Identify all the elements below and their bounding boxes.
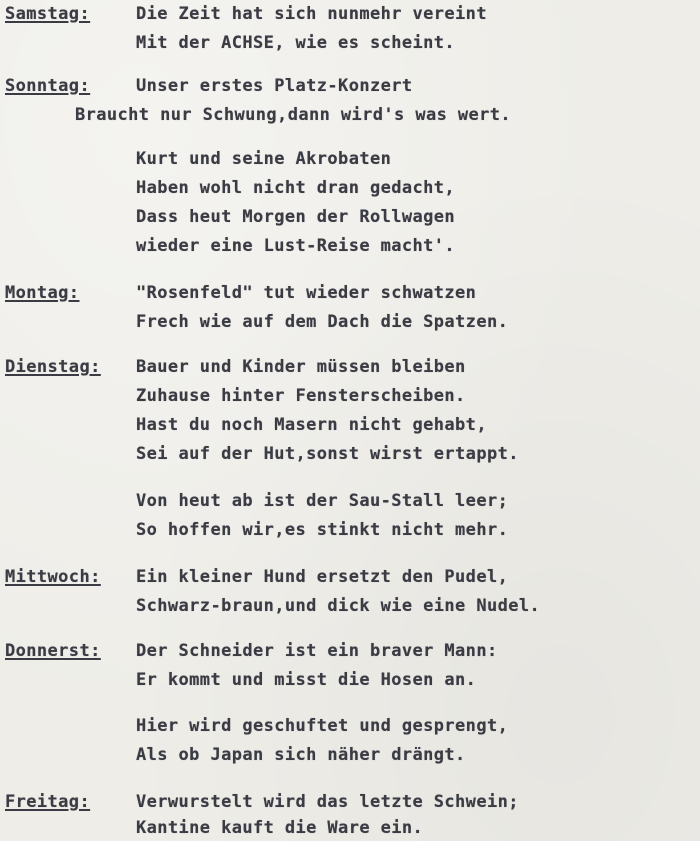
verse-line: Er kommt und misst die Hosen an. — [136, 670, 477, 690]
verse-line: Verwurstelt wird das letzte Schwein; — [136, 792, 519, 812]
verse-line: Dass heut Morgen der Rollwagen — [136, 207, 456, 227]
verse-line: Kurt und seine Akrobaten — [136, 149, 392, 169]
verse-line: So hoffen wir,es stinkt nicht mehr. — [136, 520, 509, 540]
verse-line: Schwarz-braun,und dick wie eine Nudel. — [136, 596, 541, 616]
verse-line: Die Zeit hat sich nunmehr vereint — [136, 4, 487, 24]
verse-line: Als ob Japan sich näher drängt. — [136, 745, 466, 765]
day-label-montag: Montag: — [5, 283, 80, 303]
verse-line: Kantine kauft die Ware ein. — [136, 818, 424, 838]
verse-line: Braucht nur Schwung,dann wird's was wert. — [75, 105, 512, 125]
verse-line: Unser erstes Platz-Konzert — [136, 76, 413, 96]
day-label-sonntag: Sonntag: — [5, 76, 91, 96]
verse-line: Haben wohl nicht dran gedacht, — [136, 178, 456, 198]
verse-line: Sei auf der Hut,sonst wirst ertappt. — [136, 444, 519, 464]
verse-line: wieder eine Lust-Reise macht'. — [136, 236, 456, 256]
day-label-freitag: Freitag: — [5, 792, 91, 812]
verse-line: Mit der ACHSE, wie es scheint. — [136, 33, 456, 53]
verse-line: Der Schneider ist ein braver Mann: — [136, 641, 498, 661]
verse-line: Zuhause hinter Fensterscheiben. — [136, 386, 466, 406]
verse-line: Ein kleiner Hund ersetzt den Pudel, — [136, 567, 509, 587]
verse-line: Von heut ab ist der Sau-Stall leer; — [136, 491, 509, 511]
verse-line: Bauer und Kinder müssen bleiben — [136, 357, 466, 377]
verse-line: "Rosenfeld" tut wieder schwatzen — [136, 283, 477, 303]
verse-line: Hier wird geschuftet und gesprengt, — [136, 716, 509, 736]
day-label-donnerstag: Donnerst: — [5, 641, 101, 661]
day-label-samstag: Samstag: — [5, 4, 91, 24]
day-label-dienstag: Dienstag: — [5, 357, 101, 377]
verse-line: Hast du noch Masern nicht gehabt, — [136, 415, 487, 435]
verse-line: Frech wie auf dem Dach die Spatzen. — [136, 312, 509, 332]
day-label-mittwoch: Mittwoch: — [5, 567, 101, 587]
